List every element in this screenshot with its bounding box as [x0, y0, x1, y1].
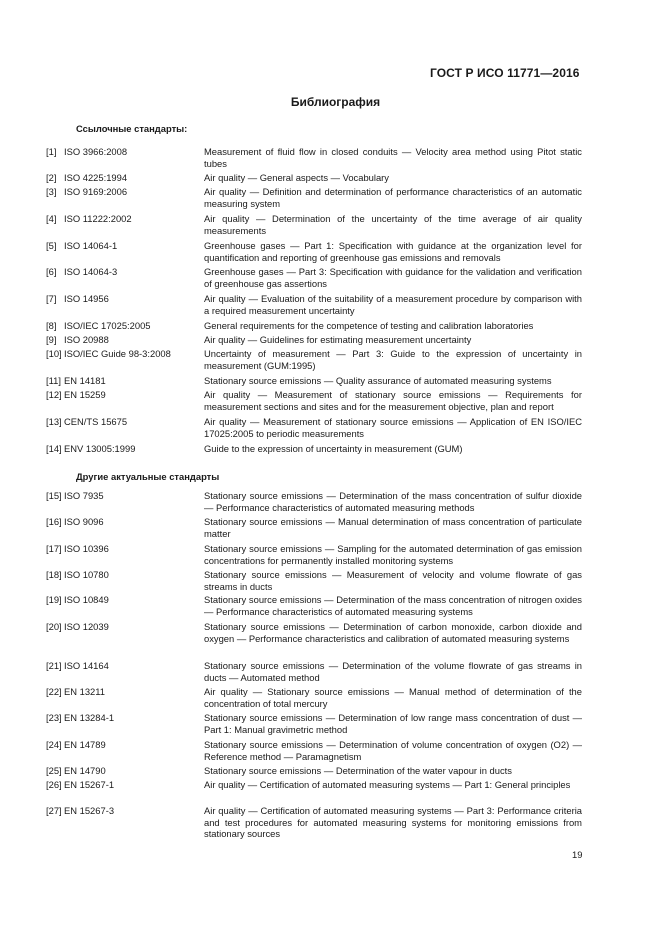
reference-title: Air quality — Measurement of stationary source emissions — Requirements for measurement sections and sites and for the measurement objective, plan and report: [204, 389, 582, 412]
reference-title: Air quality — Evaluation of the suitability of a measurement procedure by comparison with a required measurement uncertainty: [204, 293, 582, 316]
reference-title: General requirements for the competence of testing and calibration laboratories: [204, 320, 534, 331]
reference-title: Stationary source emissions — Manual determination of mass concentration of particulate matter: [204, 516, 582, 539]
reference-title: Stationary source emissions — Determination of the mass concentration of nitrogen oxides — Performance characteristics of automated measuring systems: [204, 594, 582, 617]
reference-number: [5]: [46, 240, 57, 251]
reference-number: [14]: [46, 443, 62, 454]
reference-number: [25]: [46, 765, 62, 776]
reference-code: ISO 14956: [64, 293, 109, 304]
reference-code: ISO 7935: [64, 490, 104, 501]
reference-number: [3]: [46, 186, 57, 197]
reference-number: [16]: [46, 516, 62, 527]
reference-code: EN 15259: [64, 389, 106, 400]
page-number: 19: [572, 849, 583, 860]
reference-title: Measurement of fluid flow in closed conduits — Velocity area method using Pitot static tubes: [204, 146, 582, 169]
reference-number: [8]: [46, 320, 57, 331]
reference-title: Stationary source emissions — Determination of the volume flowrate of gas streams in ducts — Automated method: [204, 660, 582, 683]
reference-title: Stationary source emissions — Determination of volume concentration of oxygen (O2) — Reference method — Paramagnetism: [204, 739, 582, 762]
reference-number: [27]: [46, 805, 62, 816]
reference-number: [21]: [46, 660, 62, 671]
reference-code: ISO/IEC Guide 98-3:2008: [64, 348, 171, 359]
reference-number: [10]: [46, 348, 62, 359]
reference-title: Uncertainty of measurement — Part 3: Guide to the expression of uncertainty in measurement (GUM:1995): [204, 348, 582, 371]
reference-code: CEN/TS 15675: [64, 416, 128, 427]
reference-number: [9]: [46, 334, 57, 345]
reference-code: ENV 13005:1999: [64, 443, 136, 454]
reference-number: [24]: [46, 739, 62, 750]
section-heading-referenced-standards: Ссылочные стандарты:: [76, 123, 188, 134]
reference-title: Greenhouse gases — Part 1: Specification with guidance at the organization level for quantification and reporting of greenhouse gas emissions and removals: [204, 240, 582, 263]
reference-number: [13]: [46, 416, 62, 427]
reference-code: ISO 14164: [64, 660, 109, 671]
reference-title: Stationary source emissions — Measurement of velocity and volume flowrate of gas streams in ducts: [204, 569, 582, 592]
reference-title: Air quality — Stationary source emissions — Manual method of determination of the concentration of total mercury: [204, 686, 582, 709]
reference-title: Stationary source emissions — Determination of the mass concentration of sulfur dioxide — Performance characteristics of automated measuring methods: [204, 490, 582, 513]
reference-code: ISO 3966:2008: [64, 146, 128, 157]
reference-code: ISO 10396: [64, 543, 109, 554]
reference-title: Air quality — Measurement of stationary source emissions — Application of EN ISO/IEC 17025:2005 to periodic measurements: [204, 416, 582, 439]
reference-number: [23]: [46, 712, 62, 723]
reference-title: Air quality — Certification of automated measuring systems — Part 3: Performance criteria and test procedures for automated measuring systems for monitoring emissions from stationary sources: [204, 805, 582, 839]
reference-code: ISO 10780: [64, 569, 109, 580]
reference-title: Stationary source emissions — Quality assurance of automated measuring systems: [204, 375, 552, 386]
reference-code: EN 13211: [64, 686, 106, 697]
reference-code: ISO 12039: [64, 621, 109, 632]
reference-code: ISO 20988: [64, 334, 109, 345]
page-title: Библиография: [290, 95, 381, 109]
reference-number: [18]: [46, 569, 62, 580]
reference-number: [19]: [46, 594, 62, 605]
reference-code: EN 14789: [64, 739, 106, 750]
reference-code: ISO 9096: [64, 516, 104, 527]
reference-number: [15]: [46, 490, 62, 501]
reference-title: Air quality — Definition and determination of performance characteristics of an automatic measuring system: [204, 186, 582, 209]
reference-code: ISO 9169:2006: [64, 186, 128, 197]
reference-title: Air quality — Guidelines for estimating measurement uncertainty: [204, 334, 472, 345]
reference-number: [26]: [46, 779, 62, 790]
reference-title: Air quality — Determination of the uncertainty of the time average of air quality measurements: [204, 213, 582, 236]
reference-code: ISO 11222:2002: [64, 213, 132, 224]
reference-code: EN 15267-3: [64, 805, 115, 816]
reference-code: EN 15267-1: [64, 779, 115, 790]
reference-title: Stationary source emissions — Determination of low range mass concentration of dust — Part 1: Manual gravimetric method: [204, 712, 582, 735]
document-standard-code: ГОСТ Р ИСО 11771—2016: [430, 66, 580, 80]
reference-code: EN 14790: [64, 765, 106, 776]
reference-number: [20]: [46, 621, 62, 632]
reference-number: [7]: [46, 293, 57, 304]
reference-code: ISO/IEC 17025:2005: [64, 320, 151, 331]
reference-code: EN 14181: [64, 375, 106, 386]
reference-title: Stationary source emissions — Sampling for the automated determination of gas emission concentrations for permanently installed monitoring systems: [204, 543, 582, 566]
reference-number: [12]: [46, 389, 62, 400]
reference-title: Stationary source emissions — Determination of the water vapour in ducts: [204, 765, 512, 776]
reference-number: [17]: [46, 543, 62, 554]
reference-code: ISO 14064-3: [64, 266, 118, 277]
reference-code: EN 13284-1: [64, 712, 115, 723]
reference-code: ISO 4225:1994: [64, 172, 128, 183]
reference-title: Stationary source emissions — Determination of carbon monoxide, carbon dioxide and oxygen — Performance characteristics and calibration of automated measuring systems: [204, 621, 582, 644]
reference-number: [22]: [46, 686, 62, 697]
reference-number: [1]: [46, 146, 57, 157]
reference-title: Guide to the expression of uncertainty in measurement (GUM): [204, 443, 463, 454]
reference-number: [6]: [46, 266, 57, 277]
reference-number: [11]: [46, 375, 61, 386]
reference-code: ISO 10849: [64, 594, 109, 605]
reference-number: [2]: [46, 172, 57, 183]
reference-code: ISO 14064-1: [64, 240, 118, 251]
section-heading-other-standards: Другие актуальные стандарты: [76, 471, 220, 482]
reference-title: Greenhouse gases — Part 3: Specification with guidance for the validation and verification of greenhouse gas assertions: [204, 266, 582, 289]
reference-title: Air quality — General aspects — Vocabulary: [204, 172, 389, 183]
reference-title: Air quality — Certification of automated measuring systems — Part 1: General principles: [204, 779, 571, 790]
reference-number: [4]: [46, 213, 57, 224]
